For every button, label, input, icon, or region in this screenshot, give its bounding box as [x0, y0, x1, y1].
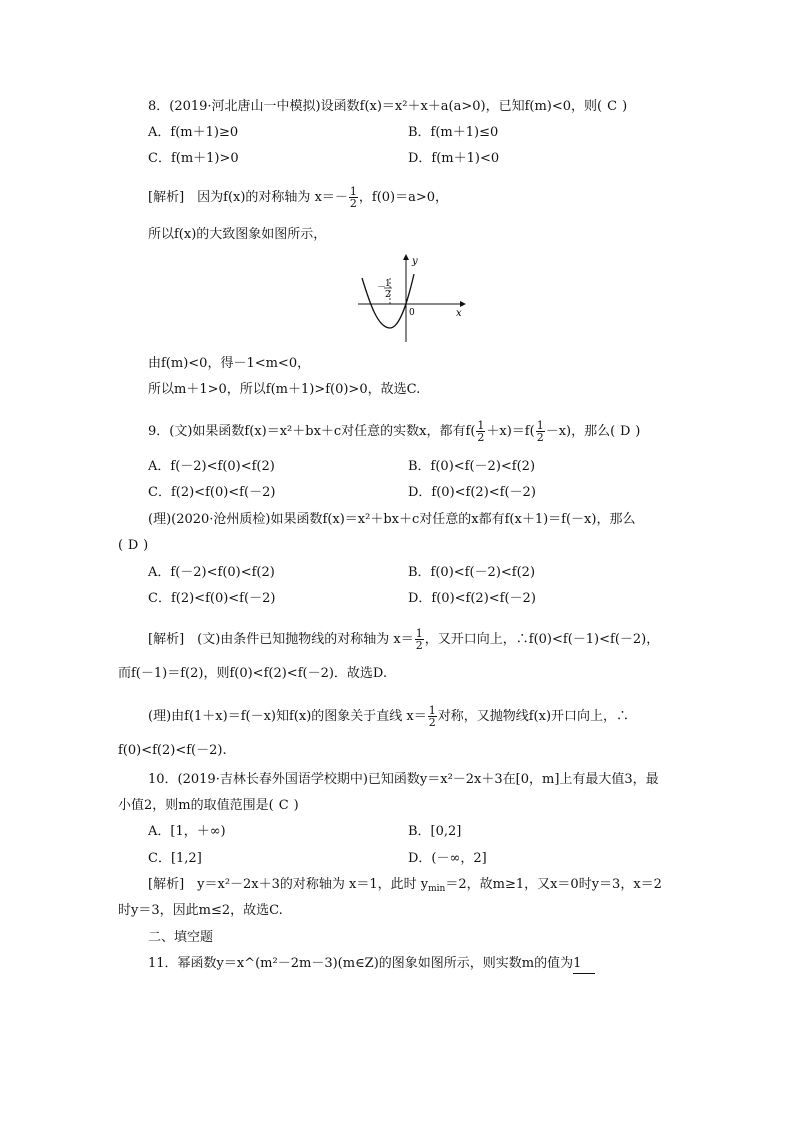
minus-label: － [377, 283, 387, 293]
q10-stem1: 10．(2019·吉林长春外国语学校期中)已知函数y＝x²－2x＋3在[0，m]上有最大值3，最 [148, 772, 659, 787]
q10-option-d: D．(－∞，2] [408, 851, 487, 866]
q9-li-option-c: C．f(2)<f(0)<f(－2) [148, 591, 276, 606]
q8-option-c: C．f(m＋1)>0 [148, 151, 239, 166]
q9-li-option-d: D．f(0)<f(2)<f(－2) [408, 591, 536, 606]
q9-stem: 9．(文)如果函数f(x)＝x²＋bx＋c对任意的实数x，都有f( $\frac{1}{2}$ ＋x)＝f( $\frac{1}{2}$ －x)，那么( D ) [148, 419, 641, 444]
q8-parabola-graph [356, 252, 466, 344]
q9-li-option-a: A．f(－2)<f(0)<f(2) [148, 565, 275, 580]
q9-solution-line4: f(0)<f(2)<f(－2). [118, 743, 227, 758]
q10-option-a: A．[1，＋∞) [148, 824, 226, 839]
q8-option-a: A．f(m＋1)≥0 [148, 125, 239, 140]
q10-answer: C [278, 798, 289, 813]
q11-answer-blank: 1 [573, 955, 595, 974]
q8-sol-fraction: $\frac{1}{2}$ [349, 185, 357, 210]
y-label: y [412, 256, 418, 267]
q8-solution-line1: [解析] 因为f(x)的对称轴为 x＝－ $\frac{1}{2}$ ，f(0)＝a>0， [148, 185, 449, 210]
q10-stem2: 小值2，则m的取值范围是( C ) [118, 798, 299, 813]
q8-stem: 8．(2019·河北唐山一中模拟)设函数f(x)＝x²＋x＋a(a>0)，已知f(m)<0，则( C ) [148, 99, 628, 114]
section-heading: 二、填空题 [148, 930, 214, 945]
q8-solution-line3: 由f(m)<0，得－1<m<0， [148, 356, 311, 371]
q10-option-b: B．[0,2] [408, 824, 462, 839]
q10-solution-line1: [解析] y＝x²－2x＋3的对称轴为 x＝1，此时 $y_{min}=2$，故m≥1，又x＝0时y＝3，x＝2 [148, 877, 662, 894]
q11-stem: 11．幂函数y＝x^(m²－2m－3)(m∈Z)的图象如图所示，则实数m的值为1 [148, 955, 595, 974]
origin-label: 0 [409, 308, 415, 318]
q10-option-c: C．[1,2] [148, 851, 202, 866]
q8-answer: C [607, 99, 618, 114]
q8-solution-line2: 所以f(x)的大致图象如图所示， [148, 227, 327, 242]
q9-answer: D [619, 424, 631, 439]
x-axis-arrow [460, 301, 466, 307]
q9-solution-line1: [解析] (文)由条件已知抛物线的对称轴为 x＝ $\frac{1}{2}$ ，又开口向上，∴f(0)<f(－1)<f(－2)， [148, 627, 660, 652]
q9-option-a: A．f(－2)<f(0)<f(2) [148, 459, 275, 474]
half-den-label: 2 [385, 290, 391, 300]
q9-li-stem1: (理)(2020·沧州质检)如果函数f(x)＝x²＋bx＋c对任意的x都有f(x＋1)＝f(－x)，那么 [148, 512, 636, 527]
y-axis-arrow [403, 254, 409, 260]
q8-option-d: D．f(m＋1)<0 [408, 151, 500, 166]
q9-solution-line3: (理)由f(1＋x)＝f(－x)知f(x)的图象关于直线 x＝ $\frac{1}{2}$ 对称，又抛物线f(x)开口向上，∴ [148, 704, 630, 729]
q9-li-option-b: B．f(0)<f(－2)<f(2) [408, 565, 536, 580]
q10-solution-line2: 时y＝3，因此m≤2，故选C. [118, 903, 283, 918]
q8-solution-line4: 所以m＋1>0，所以f(m＋1)>f(0)>0，故选C. [148, 382, 421, 397]
q8-option-b: B．f(m＋1)≤0 [408, 125, 499, 140]
x-label: x [456, 308, 462, 319]
q9-li-stem2: ( D ) [118, 538, 149, 553]
q9-li-answer: D [127, 538, 139, 553]
q9-solution-line2: 而f(－1)＝f(2)，则f(0)<f(2)<f(－2)．故选D. [118, 666, 388, 681]
q9-option-d: D．f(0)<f(2)<f(－2) [408, 485, 536, 500]
q9-option-c: C．f(2)<f(0)<f(－2) [148, 485, 276, 500]
half-num-label: 1 [385, 279, 391, 289]
q9-option-b: B．f(0)<f(－2)<f(2) [408, 459, 536, 474]
